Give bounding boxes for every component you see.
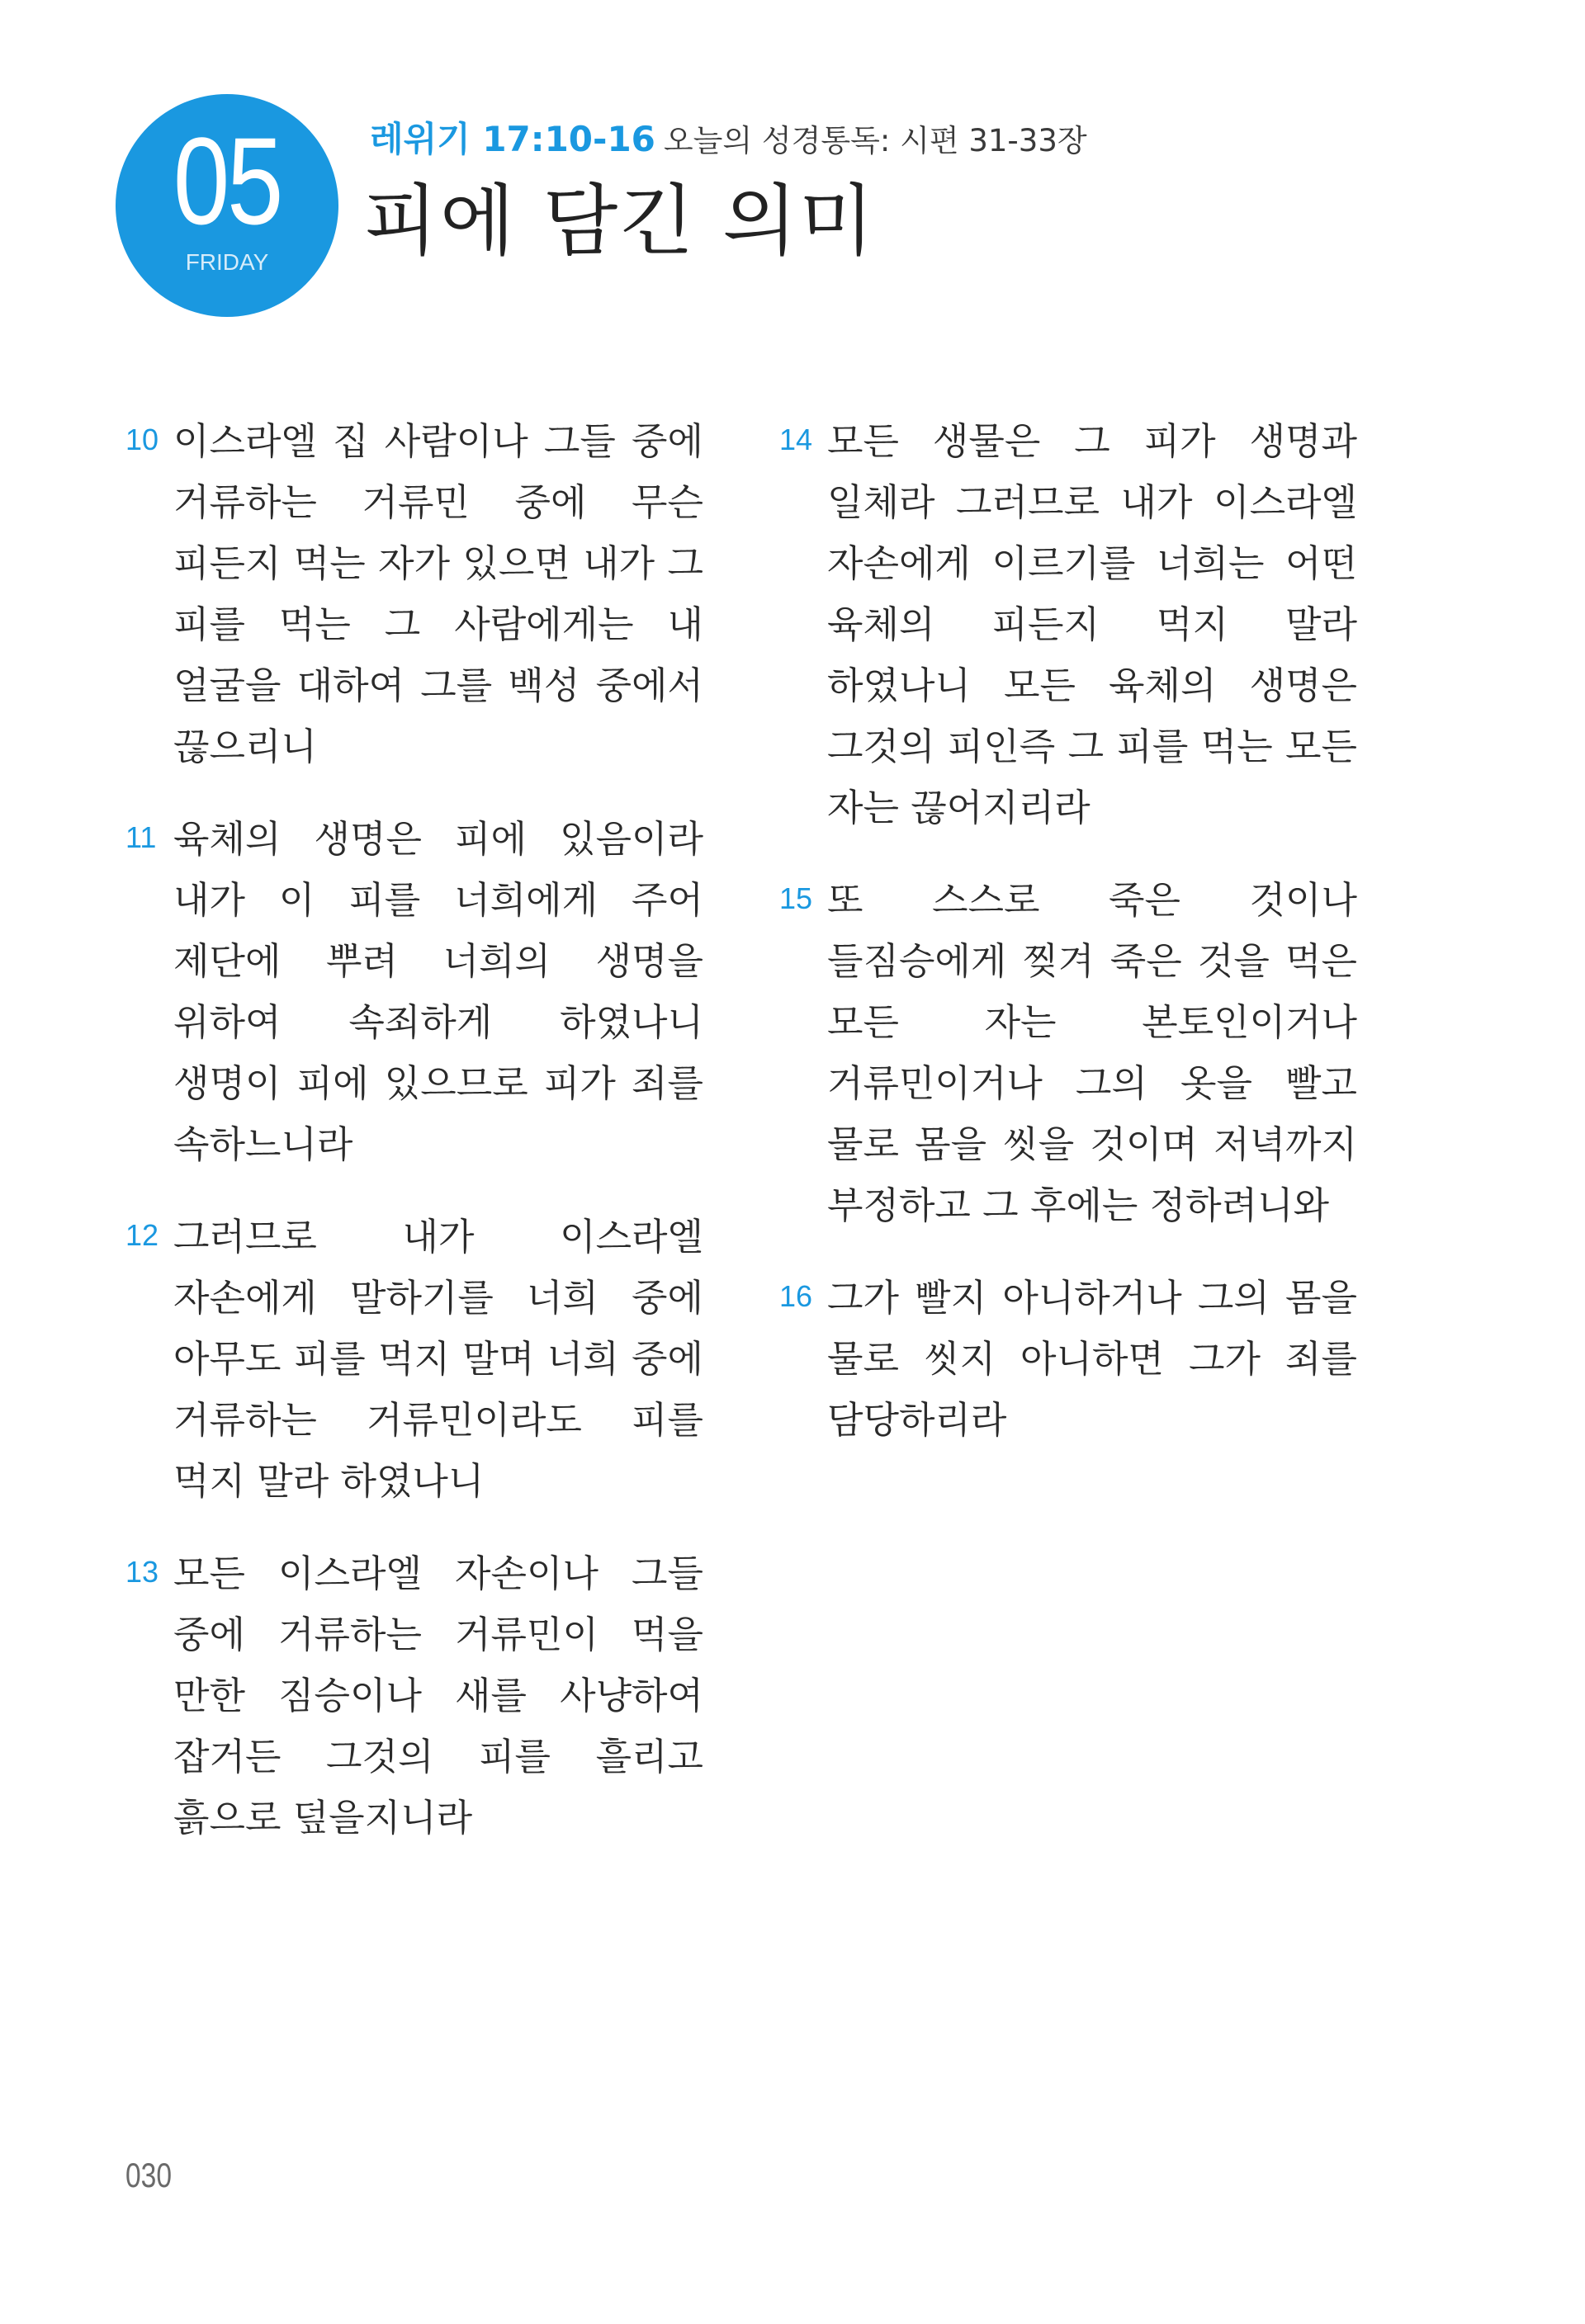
page-title: 피에 담긴 의미	[363, 177, 876, 267]
verse	[779, 1268, 1357, 1451]
left-column	[125, 411, 703, 1880]
day-number: 05	[173, 111, 282, 250]
verse-text: 그가 빨지 아니하거나 그의 몸을 물로 씻지 아니하면 그가 죄를 담당하리라	[827, 1276, 1357, 1442]
verse-number: 15	[779, 881, 813, 915]
verse	[125, 1207, 703, 1512]
verse	[125, 809, 703, 1175]
verse-number: 14	[779, 423, 813, 456]
reference-line	[370, 119, 1087, 159]
today-reading: 오늘의 성경통독: 시편 31-33장	[663, 123, 1087, 158]
verse-text: 이스라엘 집 사람이나 그들 중에 거류하는 거류민 중에 무슨 피든지 먹는 자가 있으면 내가 그 피를 먹는 그 사람에게는 내 얼굴을 대하여 그를 백성 중에서 끊으리니	[173, 419, 703, 768]
verse-number: 11	[125, 820, 157, 854]
verse	[125, 1543, 703, 1849]
scripture-reference: 레위기 17:10-16	[370, 119, 655, 159]
page-number: 030	[125, 2156, 173, 2194]
verse-number: 12	[125, 1218, 159, 1252]
verse-number: 16	[779, 1279, 813, 1313]
right-column	[779, 411, 1357, 1482]
verse-text: 모든 이스라엘 자손이나 그들 중에 거류하는 거류민이 먹을 만한 짐승이나 새를 사냥하여 잡거든 그것의 피를 흘리고 흙으로 덮을지니라	[173, 1552, 703, 1840]
verse	[779, 870, 1357, 1236]
verse-number: 10	[125, 423, 159, 456]
verse-text: 육체의 생명은 피에 있음이라 내가 이 피를 너희에게 주어 제단에 뿌려 너희의 생명을 위하여 속죄하게 하였나니 생명이 피에 있으므로 피가 죄를 속하느니라	[173, 817, 703, 1166]
verse	[779, 411, 1357, 838]
day-name: FRIDAY	[185, 249, 269, 275]
verse-text: 또 스스로 죽은 것이나 들짐승에게 찢겨 죽은 것을 먹은 모든 자는 본토인이거나 거류민이거나 그의 옷을 빨고 물로 몸을 씻을 것이며 저녁까지 부정하고 그 후에는 정하려니와	[827, 878, 1357, 1227]
verse-number: 13	[125, 1555, 159, 1589]
verse-text: 그러므로 내가 이스라엘 자손에게 말하기를 너희 중에 아무도 피를 먹지 말며 너희 중에 거류하는 거류민이라도 피를 먹지 말라 하였나니	[173, 1215, 703, 1503]
verse	[125, 411, 703, 777]
verse-text: 모든 생물은 그 피가 생명과 일체라 그러므로 내가 이스라엘 자손에게 이르기를 너희는 어떤 육체의 피든지 먹지 말라 하였나니 모든 육체의 생명은 그것의 피인즉 그 피를 먹는 모든 자는 끊어지리라	[827, 419, 1357, 829]
day-badge	[116, 94, 338, 317]
